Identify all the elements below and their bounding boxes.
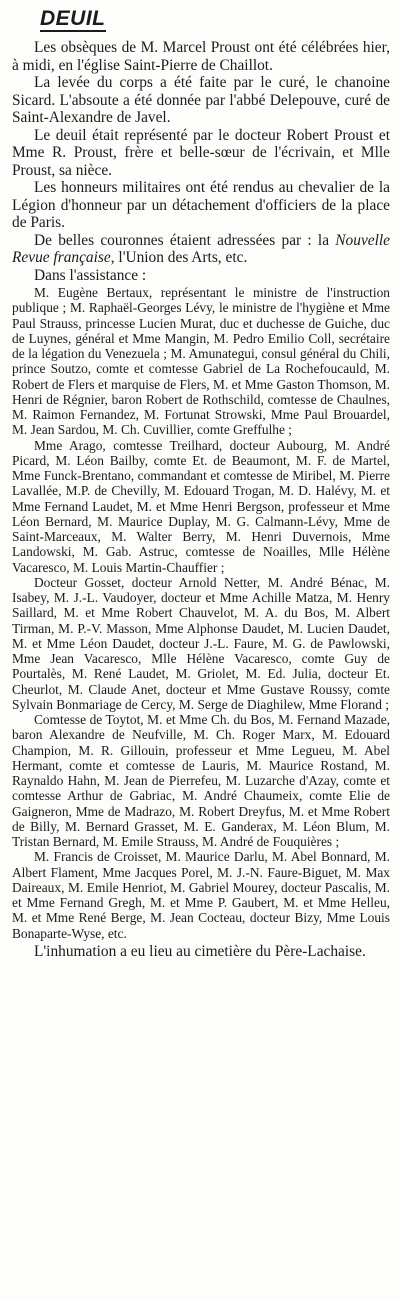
attendee-paragraph: Comtesse de Toytot, M. et Mme Ch. du Bos, M. Fernand Mazade, baron Alexandre de Neufville, M. Ch. Roger Marx, M. Edouard Champion, M. R. Gillouin, professeur et Mme Legueu, M. Abel Hermant, comte et comtesse de Lauris, M. Maurice Rostand, M. Raynaldo Hahn, M. Jean de Pierrefeu, M. Luzarche d'Azay, comte et comtesse Arthur de Gabriac, M. André Chaumeix, comte Elie de Gaigneron, Mme de Madrazo, M. Robert Dreyfus, M. et Mme Robert de Billy, M. Bernard Grasset, M. E. Ganderax, M. Léon Blum, M. Tristan Bernard, M. Emile Strauss, M. André de Fouquières ; [12,712,390,849]
paragraph-funeral: Les obsèques de M. Marcel Proust ont été célébrées hier, à midi, en l'église Saint-Pierre de Chaillot. [12,39,390,74]
attendee-paragraph: Docteur Gosset, docteur Arnold Netter, M. André Bénac, M. Isabey, M. J.-L. Vaudoyer, docteur et Mme Achille Matza, M. Henry Saillard, M. et Mme Robert Chauvelot, M. A. du Bos, M. Albert Tirman, M. P.-V. Masson, Mme Alphonse Daudet, M. Lucien Daudet, M. et Mme Léon Daudet, docteur J.-L. Faure, M. G. de Pawlowski, Mme Jean Vacaresco, Mlle Hélène Vacaresco, comte Guy de Pourtalès, M. René Laudet, M. Griolet, M. Ed. Julia, docteur Et. Cheurlot, M. Claude Anet, docteur et Mme Gustave Roussy, comte Sylvain Bonmariage de Cercy, M. Serge de Diaghilew, Mme Florand ; [12,574,390,712]
article-headline: DEUIL [40,7,106,30]
paragraph-burial: L'inhumation a eu lieu au cimetière du Père-Lachaise. [34,942,366,960]
article-closing [12,943,390,961]
wreaths-intro: De belles couronnes étaient adressées par : la [34,231,336,249]
paragraph-assistance-intro: Dans l'assistance : [34,266,147,284]
attendee-paragraph: Mme Arago, comtesse Treilhard, docteur Aubourg, M. André Picard, M. Léon Bailby, comte Et. de Beaumont, M. F. de Martel, Mme Funck-Brentano, commandant et comtesse de Miribel, M. Pierre Lavallée, M.P. de Chevilly, M. Edouard Trogan, M. D. Halévy, M. et Mme Fernand Laudet, M. et Mme Henri Bergson, professeur et Mme Léon Bernard, M. Maurice Duplay, M. G. Calmann-Lévy, Mme de Saint-Marceaux, M. Walter Berry, M. Henri Duvernois, Mme Landowski, M. Gab. Astruc, comtesse de Noailles, Mlle Hélène Vacaresco, M. Louis Martin-Chauffier ; [12,437,390,575]
wreaths-rest: , l'Union des Arts, etc. [110,249,248,266]
attendee-list [12,285,390,941]
paragraph-military-honours: Les honneurs militaires ont été rendus au chevalier de la Légion d'honneur par un détachement d'officiers de la place de Paris. [12,179,390,231]
wreaths-review-title: Nouvelle Revue française [12,231,390,266]
paragraph-wreaths [12,232,390,267]
paragraph-clergy: La levée du corps a été faite par le curé, le chanoine Sicard. L'absoute a été donnée par l'abbé Delepouve, curé de Saint-Alexandre de Javel. [12,74,390,126]
article-lead [12,39,390,284]
attendee-paragraph: M. Eugène Bertaux, représentant le ministre de l'instruction publique ; M. Raphaël-Georges Lévy, le ministre de l'hygiène et Mme Paul Strauss, princesse Lucien Murat, duc et duchesse de Guiche, duc de Luynes, général et Mme Mangin, M. Pedro Emilio Coll, secrétaire de la légation du Venezuela ; M. Amunategui, consul général du Chili, prince Soutzo, comte et comtesse Gabriel de La Rochefoucauld, M. Robert de Flers et marquise de Flers, M. et Mme Gaston Thomson, M. Henri de Régnier, baron Robert de Rothschild, comtesse de Chaulnes, M. Raimon Fernandez, M. Fortunat Strowski, Mme Paul Brouardel, M. Jean Sardou, M. Ch. Cuvillier, comte Greffulhe ; [12,285,390,438]
attendee-paragraph: M. Francis de Croisset, M. Maurice Darlu, M. Abel Bonnard, M. Albert Flament, Mme Jacques Porel, M. J.-N. Faure-Biguet, M. Max Daireaux, M. Emile Henriot, M. Gabriel Mourey, docteur Pascalis, M. et Mme Fernand Gregh, M. et Mme P. Gaubert, M. et Mme Helleu, M. et Mme René Berge, M. Jean Cocteau, docteur Bizy, Mme Louis Bonaparte-Wyse, etc. [12,849,390,941]
paragraph-mourners: Le deuil était représenté par le docteur Robert Proust et Mme R. Proust, frère et belle-sœur de l'écrivain, et Mlle Proust, sa nièce. [12,126,390,179]
